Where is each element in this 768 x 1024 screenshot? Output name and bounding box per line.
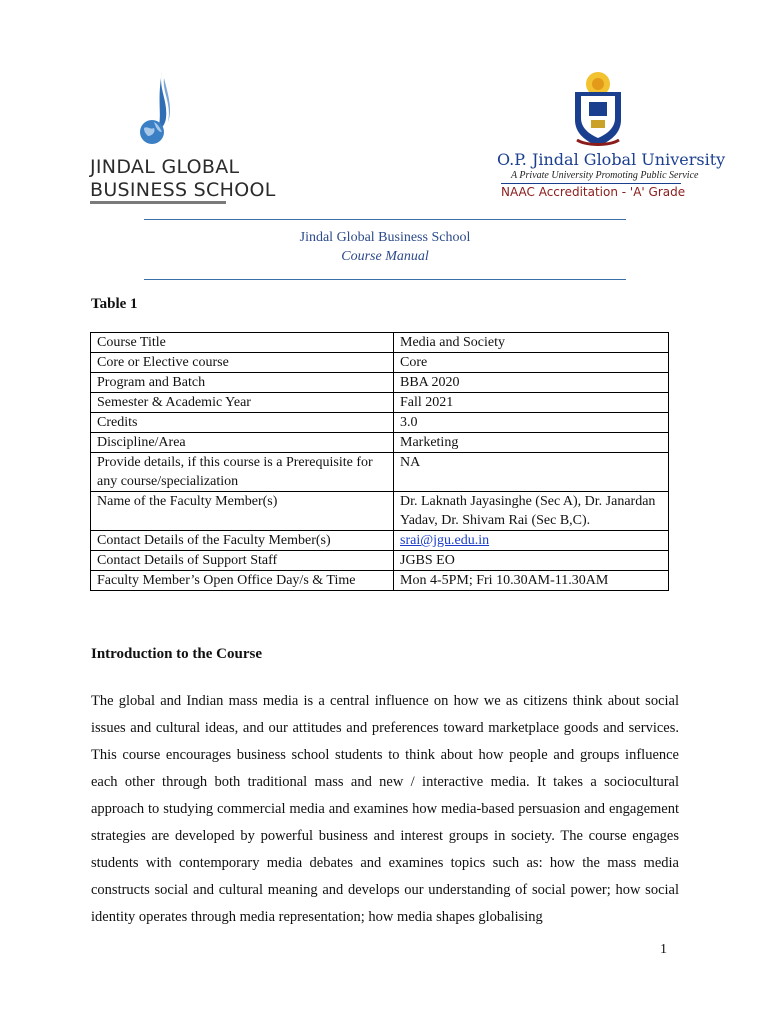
row-value: Media and Society	[394, 333, 669, 353]
row-label: Name of the Faculty Member(s)	[91, 492, 394, 531]
row-label: Course Title	[91, 333, 394, 353]
university-name: O.P. Jindal Global University	[497, 150, 726, 169]
row-value: Fall 2021	[394, 393, 669, 413]
table-row	[91, 551, 669, 571]
course-info-table	[90, 332, 669, 591]
row-label: Program and Batch	[91, 373, 394, 393]
table-heading: Table 1	[91, 296, 138, 312]
intro-paragraph: The global and Indian mass media is a central influence on how we as citizens think about social issues and cultural ideas, and our attitudes and preferences toward marketplace goods and services. This course encourages business school students to think about how people and groups influence each other through both traditional mass and new / interactive media. It takes a sociocultural approach to studying commercial media and examines how media-based persuasion and engagement strategies are developed by powerful business and interest groups in society. The course engages students with contemporary media debates and examines topics such as: how the mass media constructs social and cultural meaning and develops our understanding of social power; how social identity operates through media representation; how media shapes globalising	[91, 693, 679, 925]
row-value: BBA 2020	[394, 373, 669, 393]
intro-heading: Introduction to the Course	[91, 646, 262, 662]
row-value: Marketing	[394, 433, 669, 453]
row-label: Contact Details of Support Staff	[91, 551, 394, 571]
row-value: JGBS EO	[394, 551, 669, 571]
school-name: Jindal Global Business School	[299, 230, 471, 245]
row-value	[394, 531, 669, 551]
row-label: Faculty Member’s Open Office Day/s & Time	[91, 571, 394, 591]
table-row	[91, 571, 669, 591]
jgbs-logo-tagline-strip	[90, 201, 226, 204]
jgbs-logo	[90, 70, 276, 205]
table-row	[91, 453, 669, 492]
university-tagline: A Private University Promoting Public Service	[511, 170, 699, 181]
faculty-email-link[interactable]: srai@jgu.edu.in	[400, 533, 490, 548]
row-label: Contact Details of the Faculty Member(s)	[91, 531, 394, 551]
table-row	[91, 393, 669, 413]
row-label: Core or Elective course	[91, 353, 394, 373]
row-value: Dr. Laknath Jayasinghe (Sec A), Dr. Janardan Yadav, Dr. Shivam Rai (Sec B,C).	[394, 492, 669, 531]
opj-logo	[497, 70, 726, 200]
naac-accreditation: NAAC Accreditation - 'A' Grade	[501, 185, 686, 199]
table-row	[91, 492, 669, 531]
table-row	[91, 333, 669, 353]
row-label: Semester & Academic Year	[91, 393, 394, 413]
table-row	[91, 413, 669, 433]
table-row	[91, 373, 669, 393]
jgbs-logo-line1: JINDAL GLOBAL	[90, 156, 240, 178]
document-type: Course Manual	[341, 249, 429, 264]
table-row	[91, 531, 669, 551]
row-value: Core	[394, 353, 669, 373]
logo-divider	[501, 183, 681, 184]
table-row	[91, 433, 669, 453]
row-value: Mon 4-5PM; Fri 10.30AM-11.30AM	[394, 571, 669, 591]
university-crest-icon	[567, 70, 629, 148]
jgbs-logo-line2: BUSINESS SCHOOL	[90, 179, 276, 201]
table-row	[91, 353, 669, 373]
page-number: 1	[660, 942, 667, 957]
row-label: Provide details, if this course is a Prerequisite for any course/specialization	[91, 453, 394, 492]
row-label: Credits	[91, 413, 394, 433]
jgbs-drop-globe-icon	[138, 70, 182, 154]
header-rule-bottom	[144, 279, 626, 280]
header-rule-top	[144, 219, 626, 220]
row-value: 3.0	[394, 413, 669, 433]
row-label: Discipline/Area	[91, 433, 394, 453]
row-value: NA	[394, 453, 669, 492]
